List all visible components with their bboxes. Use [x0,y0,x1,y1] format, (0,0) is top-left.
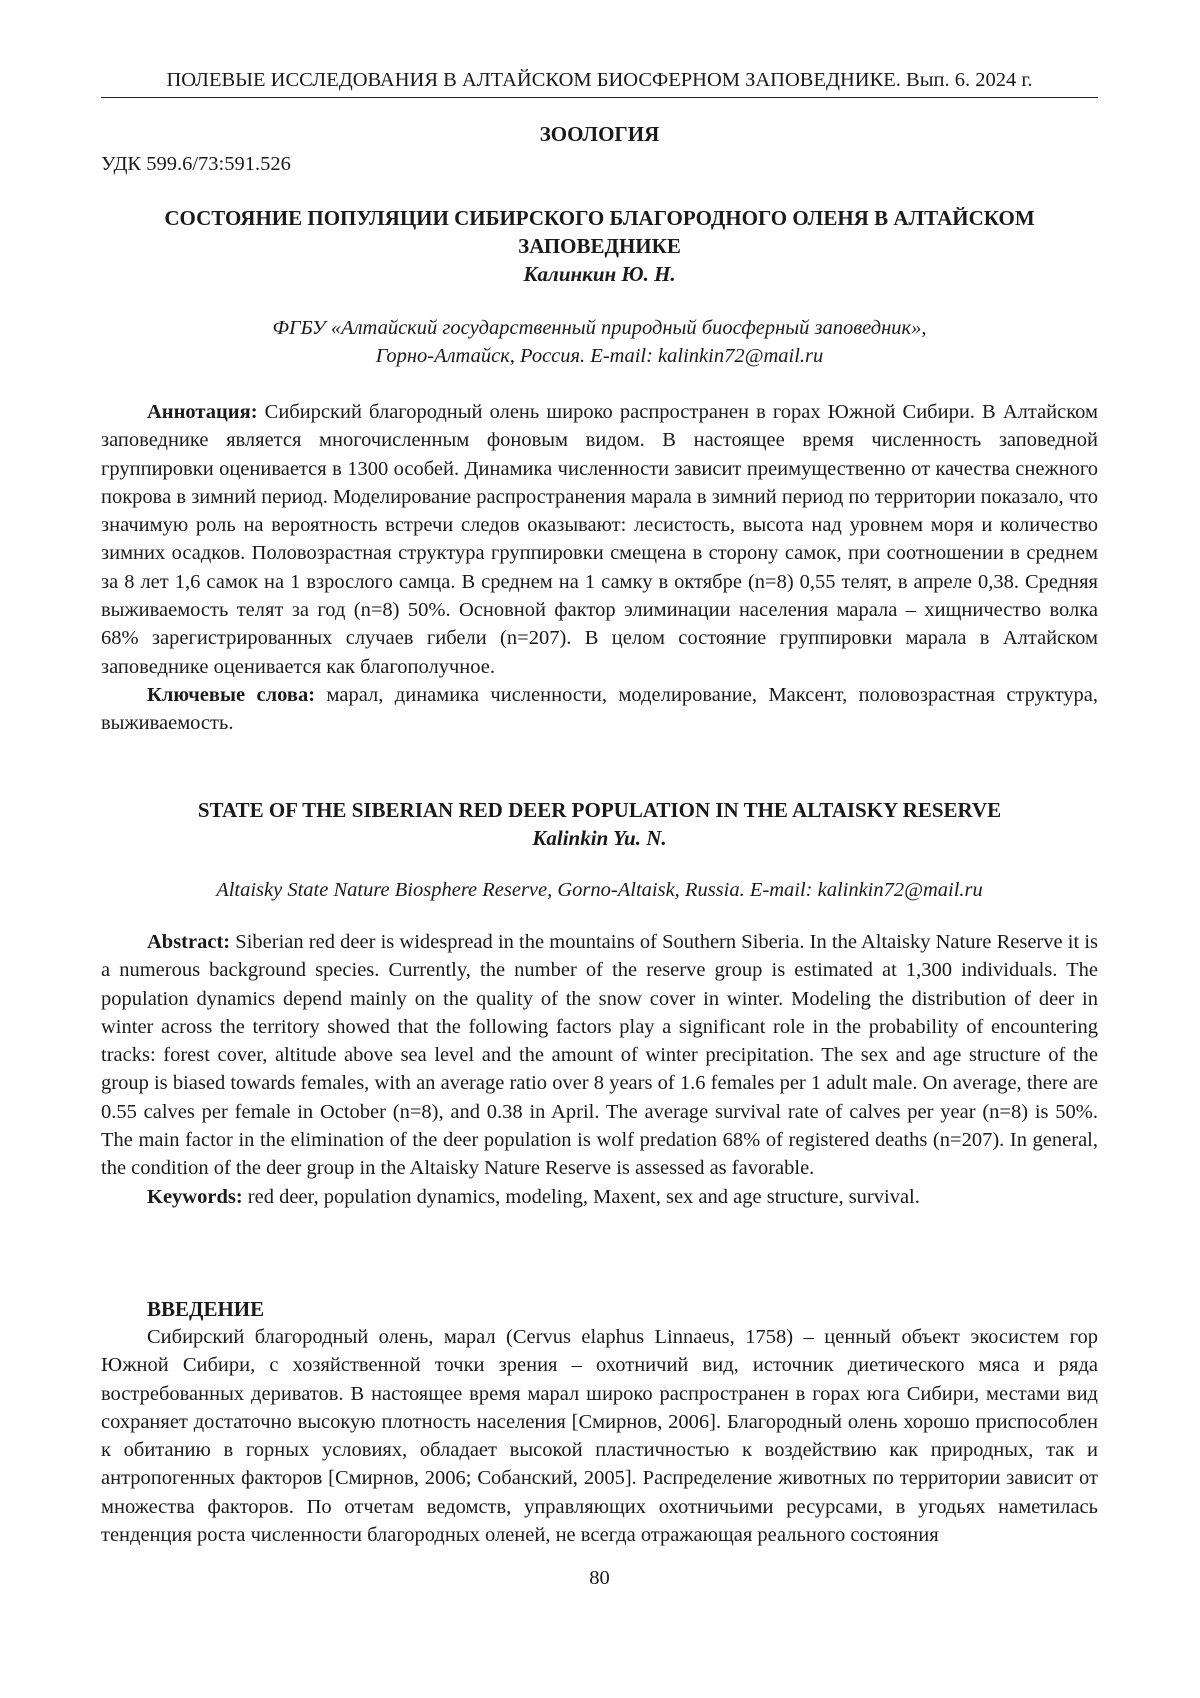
keywords-ru-text: марал, динамика численности, моделирование, Максент, половозрастная структура, выживаемость. [101,684,1098,734]
intro-section [101,1323,1098,1549]
section-title: ЗООЛОГИЯ [101,120,1098,148]
affiliation-ru-line1: ФГБУ «Алтайский государственный природный биосферный заповедник», [101,314,1098,342]
intro-heading: ВВЕДЕНИЕ [147,1295,264,1323]
abstract-en [101,928,1098,1211]
page-number: 80 [101,1564,1098,1592]
keywords-en-label: Keywords: [147,1186,243,1208]
keywords-ru-paragraph [101,681,1098,738]
affiliation-ru-line2: Горно-Алтайск, Россия. E-mail: kalinkin72@mail.ru [101,342,1098,370]
keywords-en-text: red deer, population dynamics, modeling, Maxent, sex and age structure, survival. [248,1186,920,1208]
abstract-ru-label: Аннотация: [147,401,258,423]
keywords-en-paragraph [101,1183,1098,1211]
intro-paragraph: Сибирский благородный олень, марал (Cervus elaphus Linnaeus, 1758) – ценный объект экосистем гор Южной Сибири, с хозяйственной точки зрения – охотничий вид, источник диетического мяса и ряда востребованных дериватов. В настоящее время марал широко распространен в горах юга Сибири, местами вид сохраняет достаточно высокую плотность населения [Смирнов, 2006]. Благородный олень хорошо приспособлен к обитанию в горных условиях, обладает высокой пластичностью к воздействию как природных, так и антропогенных факторов [Смирнов, 2006; Собанский, 2005]. Распределение животных по территории зависит от множества факторов. По отчетам ведомств, управляющих охотничьими ресурсами, в угодьях наметилась тенденция роста численности благородных оленей, не всегда отражающая реального состояния [101,1323,1098,1549]
affiliation-ru [101,314,1098,370]
abstract-en-label: Abstract: [147,931,230,953]
abstract-ru [101,398,1098,738]
abstract-en-paragraph [101,928,1098,1183]
author-ru: Калинкин Ю. Н. [101,260,1098,288]
article-page [0,0,1200,1698]
keywords-ru-label: Ключевые слова: [147,684,315,706]
author-en: Kalinkin Yu. N. [101,824,1098,852]
affiliation-en: Altaisky State Nature Biosphere Reserve, Gorno-Altaisk, Russia. E-mail: kalinkin72@mail.ru [101,876,1098,904]
article-title-ru: СОСТОЯНИЕ ПОПУЛЯЦИИ СИБИРСКОГО БЛАГОРОДНОГО ОЛЕНЯ В АЛТАЙСКОМ ЗАПОВЕДНИКЕ [101,204,1098,260]
udk-code: УДК 599.6/73:591.526 [101,150,291,178]
header-divider [101,97,1098,98]
abstract-ru-paragraph [101,398,1098,681]
abstract-ru-text: Сибирский благородный олень широко распространен в горах Южной Сибири. В Алтайском заповеднике является многочисленным фоновым видом. В настоящее время численность заповедной группировки оценивается в 1300 особей. Динамика численности зависит преимущественно от качества снежного покрова в зимний период. Моделирование распространения марала в зимний период по территории показало, что значимую роль на вероятность встречи следов оказывают: лесистость, высота над уровнем моря и количество зимних осадков. Половозрастная структура группировки смещена в сторону самок, при соотношении в среднем за 8 лет 1,6 самок на 1 взрослого самца. В среднем на 1 самку в октябре (n=8) 0,55 телят, в апреле 0,38. Средняя выживаемость телят за год (n=8) 50%. Основной фактор элиминации населения марала – хищничество волка 68% зарегистрированных случаев гибели (n=207). В целом состояние группировки марала в Алтайском заповеднике оценивается как благополучное. [101,401,1098,678]
running-header: ПОЛЕВЫЕ ИССЛЕДОВАНИЯ В АЛТАЙСКОМ БИОСФЕРНОМ ЗАПОВЕДНИКЕ. Вып. 6. 2024 г. [101,66,1098,94]
abstract-en-text: Siberian red deer is widespread in the mountains of Southern Siberia. In the Altaisky Nature Reserve it is a numerous background species. Currently, the number of the reserve group is estimated at 1,300 individuals. The population dynamics depend mainly on the quality of the snow cover in winter. Modeling the distribution of deer in winter across the territory showed that the following factors play a significant role in the probability of encountering tracks: forest cover, altitude above sea level and the amount of winter precipitation. The sex and age structure of the group is biased towards females, with an average ratio over 8 years of 1.6 females per 1 adult male. On average, there are 0.55 calves per female in October (n=8), and 0.38 in April. The average survival rate of calves per year (n=8) is 50%. The main factor in the elimination of the deer population is wolf predation 68% of registered deaths (n=207). In general, the condition of the deer group in the Altaisky Nature Reserve is assessed as favorable. [101,931,1098,1179]
article-title-en: STATE OF THE SIBERIAN RED DEER POPULATION IN THE ALTAISKY RESERVE [101,796,1098,824]
